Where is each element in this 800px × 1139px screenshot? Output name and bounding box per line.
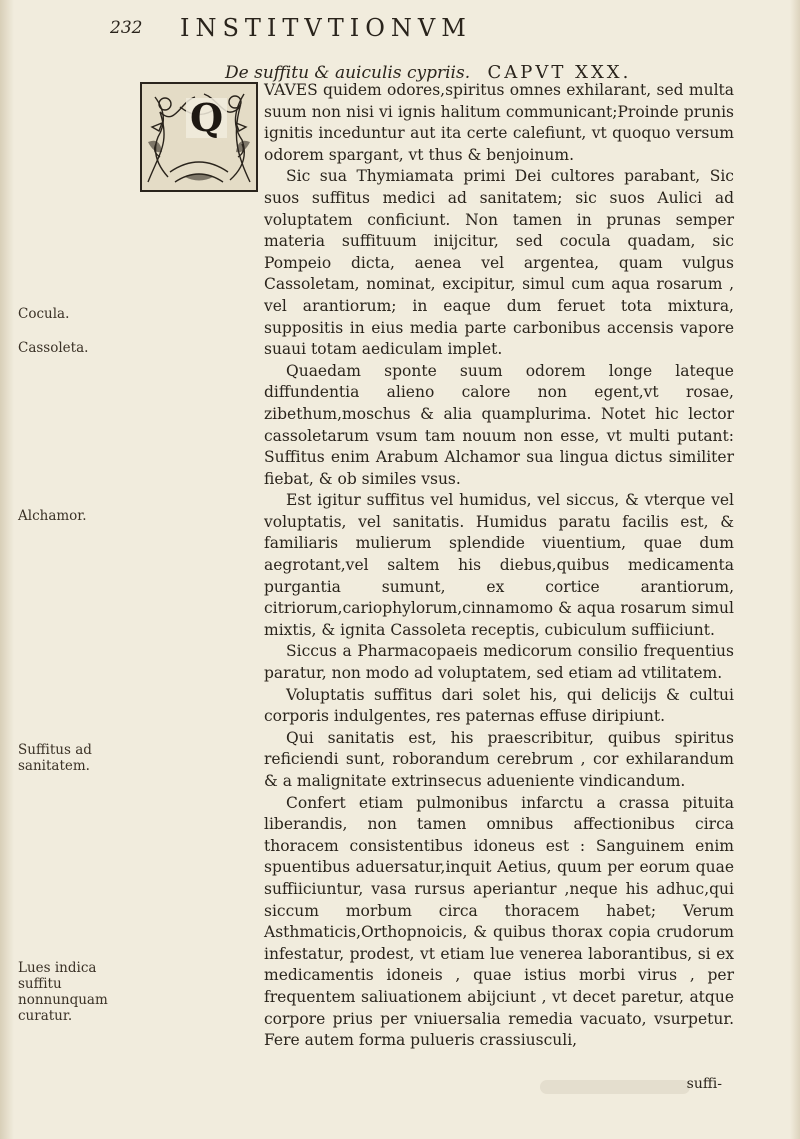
page-number: 232 <box>110 18 143 38</box>
paragraph-6: Voluptatis suffitus dari solet his, qui delicijs & cultui corporis indulgentes, res paternas effuse diripiunt. <box>264 685 734 726</box>
paragraph-8: Confert etiam pulmonibus infarctu a crassa pituita liberandis, non tamen omnibus affectionibus circa thoracem consistentibus idoneus est : Sanguinem enim spuentibus aduersatur,inquit Aetius, quum per eorum quae suffiiciuntur, vasa rursus aperiantur ,neque his adhuc,qui siccum morbum circa thoracem habet; Verum Asthmaticis,Orthopnoicis, & quibus thorax copia crudorum infestatur, prodest, vt etiam lue venerea laborantibus, si ex medicamentis idoneis , quae istius morbi virus , per frequentem saliuationem abijciunt , vt decet paretur, atque corpore prius per vniuersalia remedia vacuato, vsurpetur. Fere autem forma pulueris crassiusculi, <box>264 793 734 1050</box>
paragraph-7: Qui sanitatis est, his praescribitur, quibus spiritus reficiendi sunt, roborandum cerebrum , cor exhilarandum & a malignitate extrinsecus adueniente vindicandum. <box>264 728 734 790</box>
margin-note-cocula: Cocula. <box>18 306 70 322</box>
margin-note-cassoleta: Cassoleta. <box>18 340 89 356</box>
paragraph-1: VAVES quidem odores,spiritus omnes exhilarant, sed multa suum non nisi vi ignis halitum communicant;Proinde prunis ignitis inceduntur aut ita certe calefiunt, vt quoquo versum odorem spargant, vt thus & benjoinum. <box>264 81 734 164</box>
page-edge <box>0 0 14 1139</box>
margin-note-suffitus: Suffitus ad sanitatem. <box>18 742 92 774</box>
drop-initial: Q <box>186 98 227 138</box>
margin-note-lues: Lues indica suffitu nonnunquam curatur. <box>18 960 108 1024</box>
paragraph-4: Est igitur suffitus vel humidus, vel siccus, & vterque vel voluptatis, vel sanitatis. Humidus paratu facilis est, & familiaris mulierum splendide viuentium, quae dum aegrotant,vel saltem his diebus,quibus medicamenta purgantia sumunt, ex cortice arantiorum, citriorum,cariophylorum,cinnamomo & aqua rosarum simul mixtis, & ignita Cassoleta receptis, cubiculum suffiiciunt. <box>264 491 734 639</box>
chapter-number: CAPVT XXX. <box>487 62 632 83</box>
body-text <box>264 80 734 1052</box>
margin-note-alchamor: Alchamor. <box>18 508 87 524</box>
page-edge <box>790 0 800 1139</box>
running-head <box>110 14 710 48</box>
chapter-title: De suffitu & auiculis cypriis. <box>225 63 471 83</box>
catchword: suffi- <box>686 1076 722 1092</box>
paragraph-2: Sic sua Thymiamata primi Dei cultores parabant, Sic suos suffitus medici ad sanitatem; sic suos Aulici ad voluptatem conficiunt. Non tamen in prunas semper materia suffituum inijcitur, sed cocula quadam, sic Pompeio dicta, aenea vel argentea, quam vulgus Cassoletam, nominat, excipitur, simul cum aqua rosarum , vel arantiorum; in eaque dum feruet tota mixtura, suppositis in eius media parte carbonibus accensis vapore suaui totam aediculam implet. <box>264 167 734 359</box>
paragraph-5: Siccus a Pharmacopaeis medicorum consilio frequentius paratur, non modo ad voluptatem, sed etiam ad vtilitatem. <box>264 642 734 683</box>
running-title: INSTITVTIONVM <box>180 14 472 42</box>
paper-smudge <box>540 1080 690 1094</box>
paragraph-3: Quaedam sponte suum odorem longe lateque diffundentia alieno calore non egent,vt rosae, zibethum,moschus & alia quamplurima. Notet hic lector cassoletarum vsum tam nouum non esse, vt multi putant: Suffitus enim Arabum Alchamor sua lingua dictus similiter fiebat, & ob similes vsus. <box>264 361 734 488</box>
